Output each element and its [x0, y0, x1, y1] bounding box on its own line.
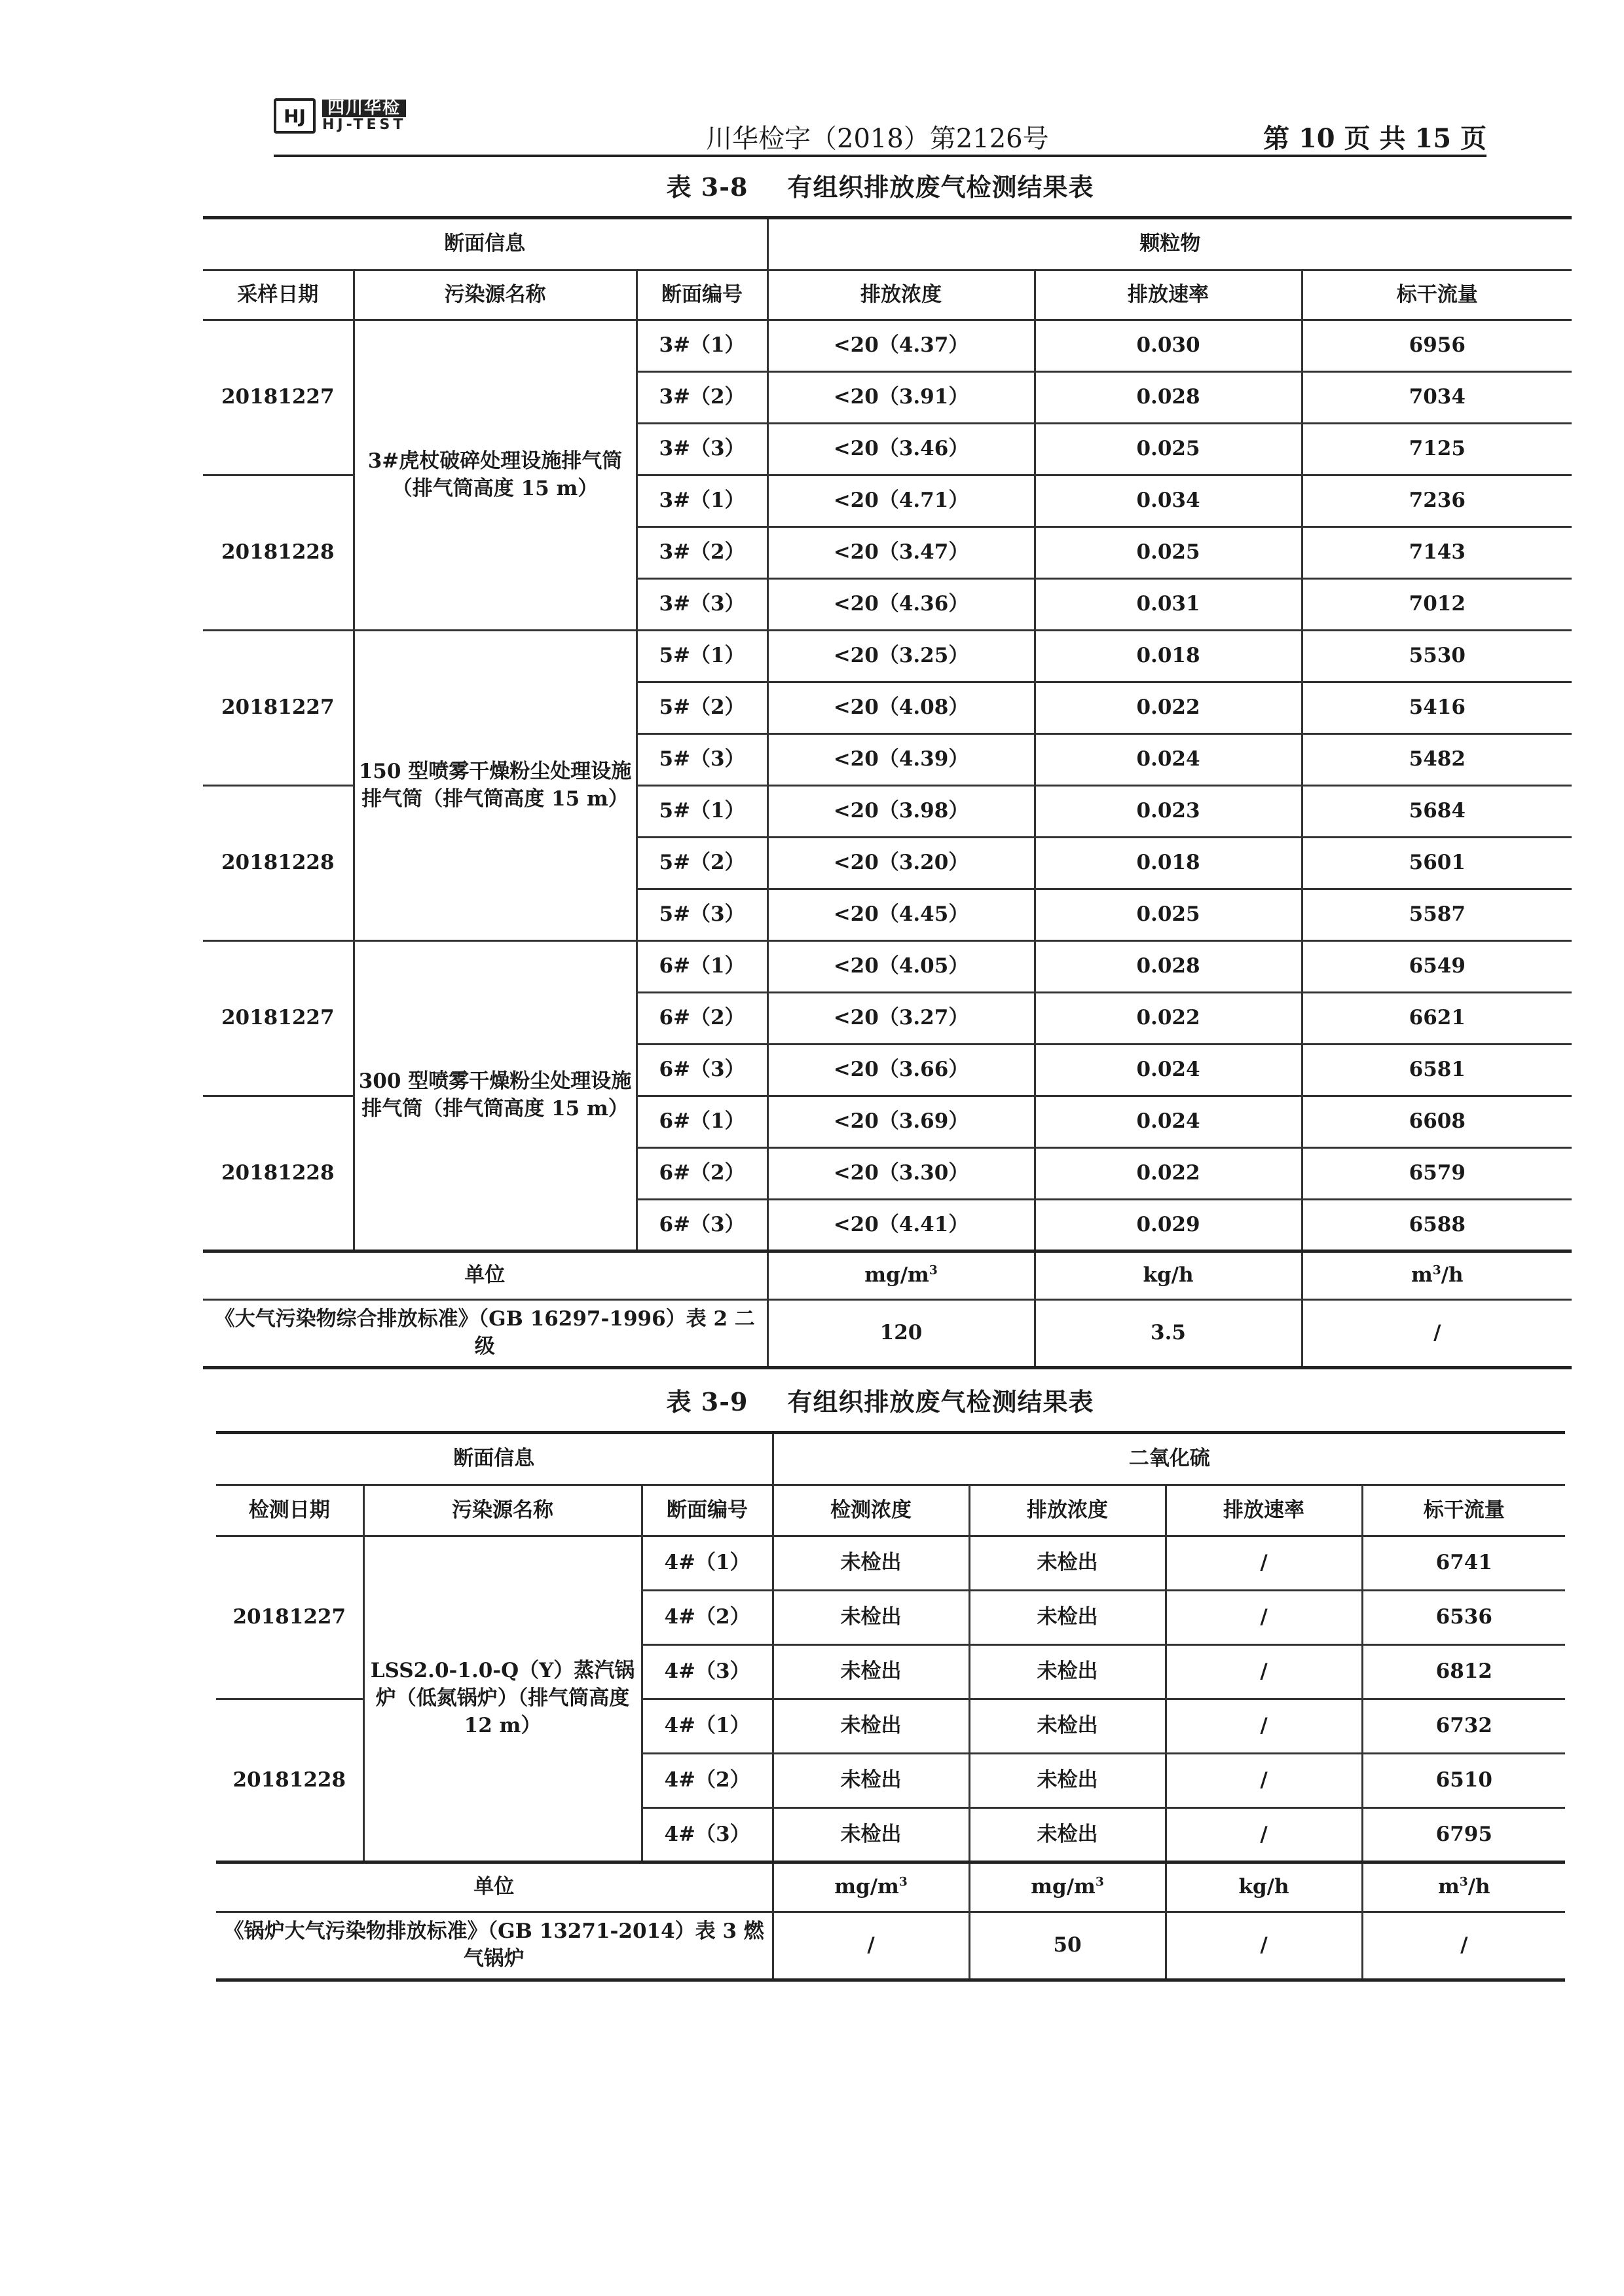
concentration-cell: <20（3.47） — [767, 527, 1035, 579]
table-row — [203, 320, 1572, 372]
source-name-cell: 150 型喷雾干燥粉尘处理设施排气筒（排气筒高度 15 m） — [354, 631, 637, 941]
page-header — [274, 98, 1486, 154]
table-3-9-group-header — [216, 1433, 1565, 1485]
section-id-cell: 6#（1） — [637, 1096, 767, 1148]
table-3-8-group-header — [203, 218, 1572, 270]
table-3-8-column-header — [203, 270, 1572, 320]
emission-rate-cell: 0.025 — [1035, 527, 1302, 579]
standard-row — [216, 1912, 1565, 1980]
detected-concentration-cell: 未检出 — [773, 1699, 969, 1754]
flow-cell: 6795 — [1362, 1808, 1565, 1862]
section-id-cell: 6#（2） — [637, 1148, 767, 1200]
flow-cell: 7236 — [1302, 475, 1572, 527]
section-id-cell: 3#（3） — [637, 424, 767, 475]
emission-concentration-cell: 未检出 — [969, 1591, 1166, 1645]
standard-row — [203, 1300, 1572, 1368]
concentration-cell: <20（4.36） — [767, 579, 1035, 631]
standard-value: / — [1166, 1912, 1362, 1980]
flow-cell: 6608 — [1302, 1096, 1572, 1148]
emission-rate-cell: / — [1166, 1645, 1362, 1699]
flow-cell: 5684 — [1302, 786, 1572, 838]
flow-cell: 6549 — [1302, 941, 1572, 993]
emission-rate-cell: 0.024 — [1035, 734, 1302, 786]
flow-cell: 5482 — [1302, 734, 1572, 786]
flow-cell: 6732 — [1362, 1699, 1565, 1754]
unit-label: 单位 — [203, 1251, 767, 1300]
unit-cell: $m^3/h$ — [1362, 1862, 1565, 1912]
emission-rate-cell: 0.028 — [1035, 372, 1302, 424]
detected-concentration-cell: 未检出 — [773, 1591, 969, 1645]
group-section-info: 断面信息 — [203, 218, 767, 270]
flow-cell: 6956 — [1302, 320, 1572, 372]
unit-label: 单位 — [216, 1862, 773, 1912]
concentration-cell: <20（3.66） — [767, 1045, 1035, 1096]
section-id-cell: 6#（1） — [637, 941, 767, 993]
emission-rate-cell: 0.034 — [1035, 475, 1302, 527]
section-id-cell: 3#（2） — [637, 527, 767, 579]
source-name-cell: LSS2.0-1.0-Q（Y）蒸汽锅炉（低氮锅炉）（排气筒高度 12 m） — [363, 1536, 642, 1862]
emission-rate-cell: / — [1166, 1591, 1362, 1645]
date-cell: 20181228 — [203, 1096, 354, 1251]
concentration-cell: <20（3.20） — [767, 838, 1035, 889]
unit-cell: $mg/m^3$ — [773, 1862, 969, 1912]
table-3-9-column-header — [216, 1485, 1565, 1536]
date-cell: 20181227 — [203, 320, 354, 475]
date-cell: 20181227 — [203, 941, 354, 1096]
flow-cell: 6621 — [1302, 993, 1572, 1045]
section-id-cell: 6#（3） — [637, 1200, 767, 1251]
emission-rate-cell: 0.025 — [1035, 424, 1302, 475]
standard-label: 《锅炉大气污染物排放标准》（GB 13271-2014）表 3 燃气锅炉 — [216, 1912, 773, 1980]
standard-value: 120 — [767, 1300, 1035, 1368]
logo-en-text: HJ-TEST — [322, 117, 407, 134]
col-header: 检测浓度 — [773, 1485, 969, 1536]
date-cell: 20181228 — [216, 1699, 363, 1862]
date-cell: 20181227 — [216, 1536, 363, 1699]
detected-concentration-cell: 未检出 — [773, 1808, 969, 1862]
col-header: 污染源名称 — [354, 270, 637, 320]
concentration-cell: <20（4.45） — [767, 889, 1035, 941]
flow-cell: 5587 — [1302, 889, 1572, 941]
unit-cell: $mg/m^3$ — [969, 1862, 1166, 1912]
emission-rate-cell: / — [1166, 1754, 1362, 1808]
report-number: 川华检字（2018）第2126号 — [706, 124, 1049, 154]
flow-cell: 7143 — [1302, 527, 1572, 579]
emission-rate-cell: / — [1166, 1536, 1362, 1591]
emission-rate-cell: 0.024 — [1035, 1045, 1302, 1096]
standard-value: 50 — [969, 1912, 1166, 1980]
concentration-cell: <20（4.37） — [767, 320, 1035, 372]
section-id-cell: 6#（3） — [637, 1045, 767, 1096]
unit-cell: kg/h — [1035, 1251, 1302, 1300]
col-header: 污染源名称 — [363, 1485, 642, 1536]
emission-rate-cell: 0.025 — [1035, 889, 1302, 941]
concentration-cell: <20（4.71） — [767, 475, 1035, 527]
concentration-cell: <20（3.46） — [767, 424, 1035, 475]
section-id-cell: 5#（1） — [637, 786, 767, 838]
unit-row — [216, 1862, 1565, 1912]
section-id-cell: 5#（2） — [637, 682, 767, 734]
flow-cell: 6581 — [1302, 1045, 1572, 1096]
date-cell: 20181227 — [203, 631, 354, 786]
unit-row — [203, 1251, 1572, 1300]
col-header: 排放浓度 — [969, 1485, 1166, 1536]
detected-concentration-cell: 未检出 — [773, 1754, 969, 1808]
concentration-cell: <20（4.08） — [767, 682, 1035, 734]
emission-rate-cell: 0.023 — [1035, 786, 1302, 838]
concentration-cell: <20（3.69） — [767, 1096, 1035, 1148]
table-3-9-title: 有组织排放废气检测结果表 — [787, 1387, 1094, 1416]
section-id-cell: 4#（1） — [642, 1699, 773, 1754]
table-3-8 — [203, 216, 1572, 1369]
header-rule — [274, 155, 1486, 157]
group-sulfur-dioxide: 二氧化硫 — [773, 1433, 1565, 1485]
concentration-cell: <20（4.39） — [767, 734, 1035, 786]
table-3-8-title: 有组织排放废气检测结果表 — [787, 172, 1094, 202]
source-name-cell: 300 型喷雾干燥粉尘处理设施排气筒（排气筒高度 15 m） — [354, 941, 637, 1251]
emission-rate-cell: 0.024 — [1035, 1096, 1302, 1148]
unit-cell: kg/h — [1166, 1862, 1362, 1912]
col-header: 断面编号 — [642, 1485, 773, 1536]
section-id-cell: 5#（2） — [637, 838, 767, 889]
section-id-cell: 3#（3） — [637, 579, 767, 631]
table-3-8-caption — [274, 167, 1486, 203]
section-id-cell: 5#（3） — [637, 734, 767, 786]
standard-value: / — [1302, 1300, 1572, 1368]
section-id-cell: 3#（1） — [637, 475, 767, 527]
col-header: 排放速率 — [1166, 1485, 1362, 1536]
concentration-cell: <20（4.05） — [767, 941, 1035, 993]
col-header: 标干流量 — [1362, 1485, 1565, 1536]
table-row — [203, 941, 1572, 993]
flow-cell: 6510 — [1362, 1754, 1565, 1808]
table-3-8-number: 表 3-8 — [666, 172, 748, 202]
col-header: 检测日期 — [216, 1485, 363, 1536]
standard-label: 《大气污染物综合排放标准》（GB 16297-1996）表 2 二级 — [203, 1300, 767, 1368]
section-id-cell: 4#（2） — [642, 1591, 773, 1645]
flow-cell: 6741 — [1362, 1536, 1565, 1591]
standard-value: / — [773, 1912, 969, 1980]
standard-value: / — [1362, 1912, 1565, 1980]
emission-rate-cell: 0.022 — [1035, 1148, 1302, 1200]
section-id-cell: 4#（3） — [642, 1808, 773, 1862]
flow-cell: 6812 — [1362, 1645, 1565, 1699]
section-id-cell: 3#（2） — [637, 372, 767, 424]
emission-rate-cell: / — [1166, 1808, 1362, 1862]
concentration-cell: <20（4.41） — [767, 1200, 1035, 1251]
company-logo — [274, 98, 406, 134]
detected-concentration-cell: 未检出 — [773, 1536, 969, 1591]
flow-cell: 5601 — [1302, 838, 1572, 889]
flow-cell: 6536 — [1362, 1591, 1565, 1645]
section-id-cell: 4#（2） — [642, 1754, 773, 1808]
emission-rate-cell: / — [1166, 1699, 1362, 1754]
emission-rate-cell: 0.030 — [1035, 320, 1302, 372]
flow-cell: 5530 — [1302, 631, 1572, 682]
section-id-cell: 3#（1） — [637, 320, 767, 372]
section-id-cell: 5#（3） — [637, 889, 767, 941]
group-particulate: 颗粒物 — [767, 218, 1572, 270]
flow-cell: 7125 — [1302, 424, 1572, 475]
table-3-9-caption — [274, 1382, 1486, 1418]
flow-cell: 7012 — [1302, 579, 1572, 631]
emission-concentration-cell: 未检出 — [969, 1754, 1166, 1808]
standard-value: 3.5 — [1035, 1300, 1302, 1368]
emission-rate-cell: 0.022 — [1035, 993, 1302, 1045]
flow-cell: 7034 — [1302, 372, 1572, 424]
table-row — [203, 631, 1572, 682]
flow-cell: 6579 — [1302, 1148, 1572, 1200]
emission-rate-cell: 0.029 — [1035, 1200, 1302, 1251]
date-cell: 20181228 — [203, 475, 354, 631]
section-id-cell: 4#（3） — [642, 1645, 773, 1699]
col-header: 采样日期 — [203, 270, 354, 320]
table-row — [216, 1536, 1565, 1591]
section-id-cell: 5#（1） — [637, 631, 767, 682]
concentration-cell: <20（3.91） — [767, 372, 1035, 424]
group-section-info: 断面信息 — [216, 1433, 773, 1485]
section-id-cell: 6#（2） — [637, 993, 767, 1045]
emission-concentration-cell: 未检出 — [969, 1645, 1166, 1699]
emission-rate-cell: 0.031 — [1035, 579, 1302, 631]
emission-concentration-cell: 未检出 — [969, 1699, 1166, 1754]
emission-concentration-cell: 未检出 — [969, 1808, 1166, 1862]
emission-rate-cell: 0.022 — [1035, 682, 1302, 734]
col-header: 标干流量 — [1302, 270, 1572, 320]
col-header: 断面编号 — [637, 270, 767, 320]
concentration-cell: <20（3.27） — [767, 993, 1035, 1045]
unit-cell: $mg/m^3$ — [767, 1251, 1035, 1300]
concentration-cell: <20（3.98） — [767, 786, 1035, 838]
emission-rate-cell: 0.028 — [1035, 941, 1302, 993]
logo-cn-text: 四川华检 — [322, 100, 406, 117]
source-name-cell: 3#虎杖破碎处理设施排气筒（排气筒高度 15 m） — [354, 320, 637, 631]
table-3-9 — [216, 1431, 1565, 1982]
table-3-9-number: 表 3-9 — [666, 1387, 748, 1416]
col-header: 排放浓度 — [767, 270, 1035, 320]
flow-cell: 6588 — [1302, 1200, 1572, 1251]
flow-cell: 5416 — [1302, 682, 1572, 734]
concentration-cell: <20（3.30） — [767, 1148, 1035, 1200]
emission-rate-cell: 0.018 — [1035, 838, 1302, 889]
unit-cell: $m^3/h$ — [1302, 1251, 1572, 1300]
section-id-cell: 4#（1） — [642, 1536, 773, 1591]
page-number: 第 10 页 共 15 页 — [1263, 123, 1486, 154]
hj-logo-icon: HJ — [274, 98, 316, 134]
concentration-cell: <20（3.25） — [767, 631, 1035, 682]
col-header: 排放速率 — [1035, 270, 1302, 320]
emission-concentration-cell: 未检出 — [969, 1536, 1166, 1591]
date-cell: 20181228 — [203, 786, 354, 941]
emission-rate-cell: 0.018 — [1035, 631, 1302, 682]
detected-concentration-cell: 未检出 — [773, 1645, 969, 1699]
